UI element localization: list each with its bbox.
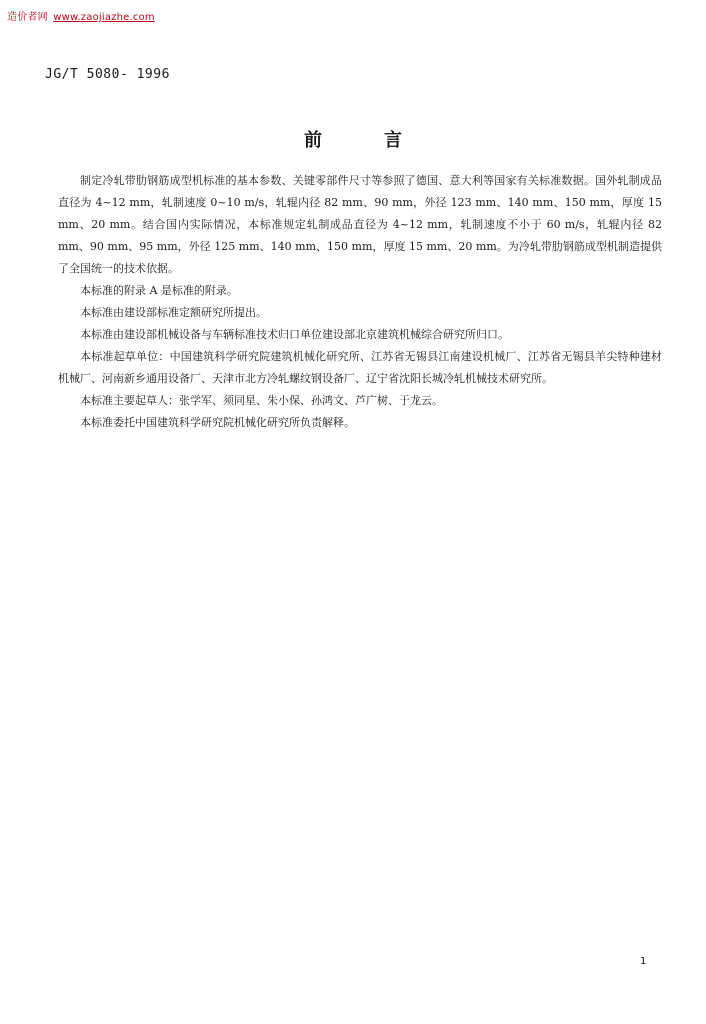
paragraph: 本标准主要起草人：张学军、须同星、朱小保、孙鸿文、芦广树、于龙云。	[80, 394, 443, 407]
watermark-name: 造价者网	[7, 12, 48, 23]
paragraph: 本标准由建设部标准定额研究所提出。	[80, 306, 267, 319]
paragraph: 本标准由建设部机械设备与车辆标准技术归口单位建设部北京建筑机械综合研究所归口。	[80, 328, 509, 341]
paragraph: 本标准的附录 A 是标准的附录。	[80, 284, 238, 297]
paragraph: 本标准起草单位：中国建筑科学研究院建筑机械化研究所、江苏省无锡县江南建设机械厂、江苏省无锡县羊尖特种建材机械厂、河南新乡通用设备厂、天津市北方冷轧螺纹钢设备厂、辽宁省沈阳长城冷轧机械技术研究所。	[58, 350, 662, 385]
page-title: 前言	[304, 130, 464, 151]
paragraph: 制定冷轧带肋钢筋成型机标准的基本参数、关键零部件尺寸等参照了德国、意大利等国家有关标准数据。国外轧制成品直径为 4~12 mm，轧制速度 0~10 m/s，轧辊内径 82 mm、90 mm，外径 123 mm、140 mm、150 mm，厚度 15 mm、20 mm。结合国内实际情况，本标准规定轧制成品直径为 4~12 mm，轧制速度不小于 60 m/s，轧辊内径 82 mm、90 mm、95 mm，外径 125 mm、140 mm、150 mm，厚度 15 mm、20 mm。为冷轧带肋钢筋成型机制造提供了全国统一的技术依据。	[58, 174, 662, 275]
page-number: 1	[640, 956, 647, 967]
standard-code: JG/T 5080- 1996	[45, 67, 170, 82]
site-watermark	[7, 8, 155, 23]
watermark-site-link[interactable]: www.zaojiazhe.com	[53, 12, 155, 23]
paragraph: 本标准委托中国建筑科学研究院机械化研究所负责解释。	[80, 416, 355, 429]
document-body	[58, 170, 662, 434]
